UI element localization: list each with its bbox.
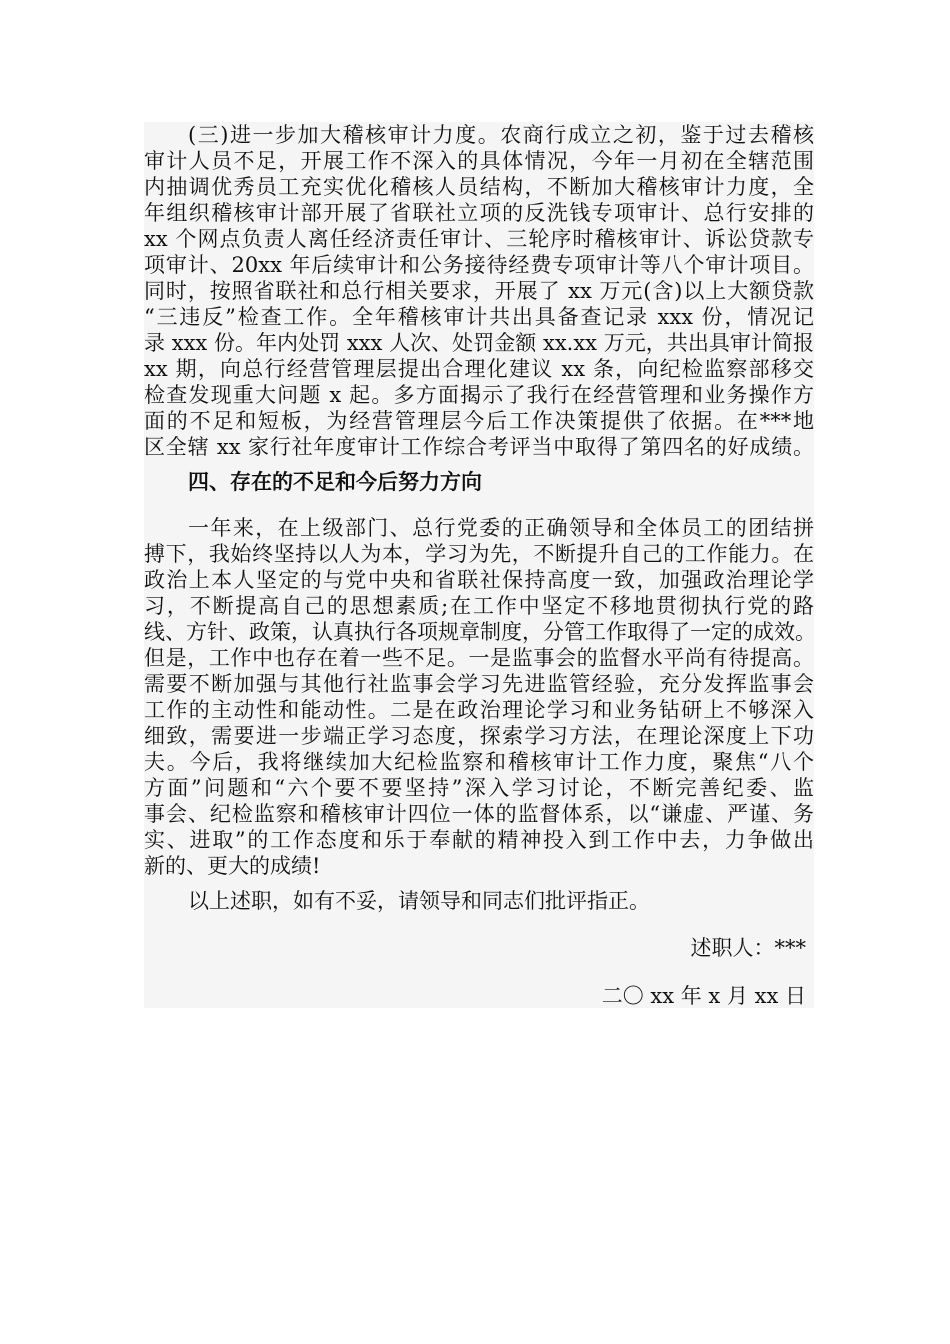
section-heading: 四、存在的不足和今后努力方向 xyxy=(188,469,482,494)
paragraph-line: 新的、更大的成绩! xyxy=(144,854,321,878)
section-4-paragraph xyxy=(144,515,814,879)
paragraph-line: xx 期，向总行经营管理层提出合理化建议 xx 条，向纪检监察部移交 xyxy=(144,357,814,381)
paragraph-line: “三违反”检查工作。全年稽核审计共出具备查记录 xxx 份，情况记 xyxy=(144,305,814,329)
signature: 述职人：*** xyxy=(690,936,806,960)
closing-statement: 以上述职，如有不妥，请领导和同志们批评指正。 xyxy=(188,889,650,913)
paragraph-line: 方面”问题和“六个要不要坚持”深入学习讨论，不断完善纪委、监 xyxy=(144,776,814,800)
paragraph-line: 内抽调优秀员工充实优化稽核人员结构，不断加大稽核审计力度，全 xyxy=(144,175,814,199)
paragraph-line: 面的不足和短板，为经营管理层今后工作决策提供了依据。在***地 xyxy=(144,409,814,433)
paragraph-line: 需要不断加强与其他行社监事会学习先进监管经验，充分发挥监事会 xyxy=(144,672,814,696)
paragraph-line: 年组织稽核审计部开展了省联社立项的反洗钱专项审计、总行安排的 xyxy=(144,201,814,225)
section-3-paragraph xyxy=(144,122,814,460)
paragraph-line: (三)进一步加大稽核审计力度。农商行成立之初，鉴于过去稽核 xyxy=(188,123,814,147)
paragraph-line: xx 个网点负责人离任经济责任审计、三轮序时稽核审计、诉讼贷款专 xyxy=(144,227,814,251)
paragraph-line: 但是，工作中也存在着一些不足。一是监事会的监督水平尚有待提高。 xyxy=(144,646,814,670)
paragraph-line: 政治上本人坚定的与党中央和省联社保持高度一致，加强政治理论学 xyxy=(144,568,814,592)
paragraph-line: 区全辖 xx 家行社年度审计工作综合考评当中取得了第四名的好成绩。 xyxy=(144,435,814,459)
paragraph-line: 一年来，在上级部门、总行党委的正确领导和全体员工的团结拼 xyxy=(188,516,814,540)
paragraph-line: 同时，按照省联社和总行相关要求，开展了 xx 万元(含)以上大额贷款 xyxy=(144,279,814,303)
paragraph-line: 细致，需要进一步端正学习态度，探索学习方法，在理论深度上下功 xyxy=(144,724,814,748)
paragraph-line: 实、进取”的工作态度和乐于奉献的精神投入到工作中去，力争做出 xyxy=(144,828,814,852)
date: 二〇 xx 年 x 月 xx 日 xyxy=(601,984,806,1008)
paragraph-line: 项审计、20xx 年后续审计和公务接待经费专项审计等八个审计项目。 xyxy=(144,253,814,277)
paragraph-line: 审计人员不足，开展工作不深入的具体情况，今年一月初在全辖范围 xyxy=(144,149,814,173)
paragraph-line: 习，不断提高自己的思想素质;在工作中坚定不移地贯彻执行党的路 xyxy=(144,594,814,618)
paragraph-line: 检查发现重大问题 x 起。多方面揭示了我行在经营管理和业务操作方 xyxy=(144,383,814,407)
paragraph-line: 线、方针、政策，认真执行各项规章制度，分管工作取得了一定的成效。 xyxy=(144,620,816,644)
paragraph-line: 夫。今后，我将继续加大纪检监察和稽核审计工作力度，聚焦“八个 xyxy=(144,750,814,774)
paragraph-line: 搏下，我始终坚持以人为本，学习为先，不断提升自己的工作能力。在 xyxy=(144,542,814,566)
paragraph-line: 事会、纪检监察和稽核审计四位一体的监督体系，以“谦虚、严谨、务 xyxy=(144,802,814,826)
paragraph-line: 录 xxx 份。年内处罚 xxx 人次、处罚金额 xx.xx 万元，共出具审计简报 xyxy=(144,331,814,355)
paragraph-line: 工作的主动性和能动性。二是在政治理论学习和业务钻研上不够深入 xyxy=(144,698,814,722)
